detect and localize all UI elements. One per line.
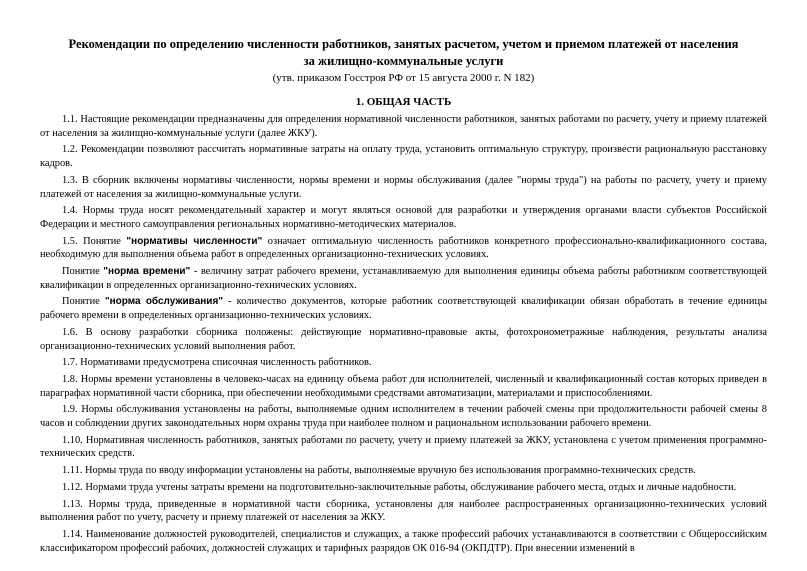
- paragraph-1-3: 1.3. В сборник включены нормативы численности, нормы времени и нормы обслуживания (далее "нормы труда") на работы по расчету, учету и приему платежей от населения за жилищно-коммунальные услуги.: [40, 174, 767, 200]
- paragraph-1-6: 1.6. В основу разработки сборника положены: действующие нормативно-правовые акты, фотохронометражные наблюдения, результаты анализа организационно-технических условий выполнения работ.: [40, 326, 767, 352]
- term-norma-vremeni: "норма времени": [103, 266, 191, 278]
- paragraph-1-2: 1.2. Рекомендации позволяют рассчитать нормативные затраты на оплату труда, установить оптимальную структуру, произвести рациональную расстановку кадров.: [40, 144, 767, 170]
- section-heading: 1. ОБЩАЯ ЧАСТЬ: [355, 96, 452, 108]
- document-title-line1: Рекомендации по определению численности работников, занятых расчетом, учетом и приемом платежей от населения: [68, 37, 739, 51]
- paragraph-1-12: 1.12. Нормами труда учтены затраты времени на подготовительно-заключительные работы, обслуживание рабочего места, отдых и личные надобности.: [62, 481, 737, 493]
- paragraph-1-11: 1.11. Нормы труда по вводу информации установлены на работы, выполняемые вручную без использования программно-технических средств.: [62, 465, 696, 477]
- paragraph-1-5-body: означает оптимальную численность работников конкретного профессионально-квалификационного состава, необходимую для выполнения объема работ в определенных организационно-технических условиях.: [40, 235, 767, 261]
- paragraph-1-5-lead: 1.5. Понятие: [62, 235, 127, 247]
- paragraph-norma-obsluzhivaniya-lead: Понятие: [62, 296, 105, 308]
- paragraph-1-9: 1.9. Нормы обслуживания установлены на работы, выполняемые одним исполнителем в течении рабочей смены при продолжительности рабочей смены 8 часов и соблюдении других законодательных норм охраны труда при наиболее полном и рациональном использовании рабочего времени.: [40, 404, 767, 430]
- paragraph-1-14: 1.14. Наименование должностей руководителей, специалистов и служащих, а также профессий рабочих устанавливаются в соответствии с Общероссийским классификатором профессий рабочих, должностей служащих и тарифных разрядов ОК 016-94 (ОКПДТР). При внесении изменений в: [40, 528, 767, 554]
- paragraph-norma-vremeni-lead: Понятие: [62, 266, 104, 278]
- paragraph-1-10: 1.10. Нормативная численность работников, занятых работами по расчету, учету и приему платежей за ЖКУ, установлена с учетом применения программно-технических средств.: [40, 434, 767, 460]
- paragraph-norma-obsluzhivaniya-body: - количество документов, которые работник соответствующей квалификации обязан обработать в течение единицы рабочего времени в определенных организационно-технических условиях.: [40, 296, 768, 322]
- paragraph-1-13: 1.13. Нормы труда, приведенные в нормативной части сборника, установлены для наиболее распространенных организационно-технических условий выполнения работ по учету, расчету и приему платежей от населения за ЖКУ.: [40, 498, 767, 524]
- paragraph-1-7: 1.7. Нормативами предусмотрена списочная численность работников.: [62, 357, 372, 369]
- paragraph-1-4: 1.4. Нормы труда носят рекомендательный характер и могут являться основой для разработки и утверждения органами власти субъектов Российской Федерации и местного самоуправления региональных нормативно-методических материалов.: [40, 205, 767, 230]
- term-norma-obsluzhivaniya: "норма обслуживания": [104, 296, 224, 308]
- document-title-line2: за жилищно-коммунальные услуги: [303, 54, 504, 68]
- paragraph-norma-vremeni-body: - величину затрат рабочего времени, устанавливаемую для выполнения единицы объема работы работником соответствующей квалификации в определенных организационно-технических условиях.: [40, 266, 767, 291]
- term-normativy-chislennosti: "нормативы численности": [126, 235, 263, 247]
- paragraph-1-1: 1.1. Настоящие рекомендации предназначены для определения нормативной численности работников, занятых работами по расчету, учету и приему платежей от населения за жилищно-коммунальные услуги (далее ЖКУ).: [40, 114, 767, 139]
- document-title: [40, 36, 767, 70]
- paragraph-norma-obsluzhivaniya: [40, 295, 767, 322]
- paragraph-norma-vremeni: [40, 265, 767, 292]
- document-subtitle: (утв. приказом Госстроя РФ от 15 августа 2000 г. N 182): [272, 72, 535, 84]
- paragraph-1-5: [40, 235, 767, 262]
- paragraph-1-8: 1.8. Нормы времени установлены в человеко-часах на единицу объема работ для исполнителей, численный и квалификационный состав которых приведен в параграфах нормативной части сборника, при обеспечении необходимыми средствами автоматизации, материалами и приспособлениями.: [40, 373, 767, 399]
